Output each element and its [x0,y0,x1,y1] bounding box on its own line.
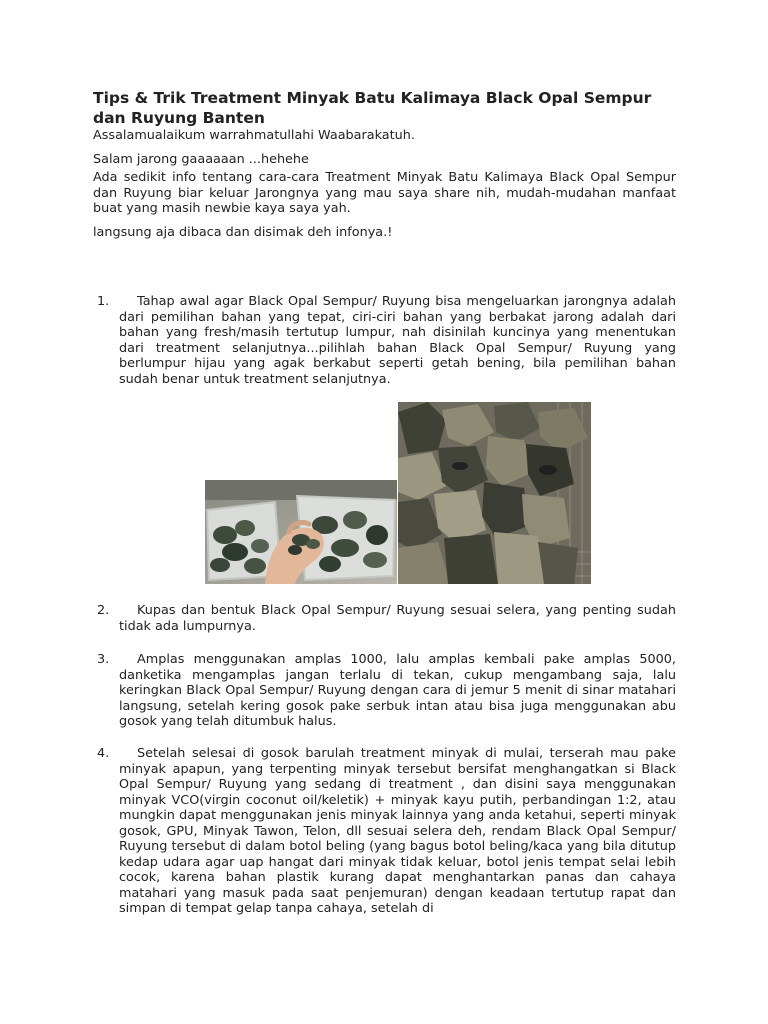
list-item-text: Amplas menggunakan amplas 1000, lalu amplas kembali pake amplas 5000, danketika mengamplas jangan terlalu di tekan, cukup mengambang saja, lalu keringkan Black Opal Sempur/ Ruyung dengan cara di jemur 5 menit di sinar matahari langsung, setelah kering gosok pake serbuk intan atau bisa juga menggunakan abu gosok yang telah ditumbuk halus. [119,652,676,729]
list-item-text: Setelah selesai di gosok barulah treatment minyak di mulai, terserah mau pake minyak apapun, yang terpenting minyak tersebut bersifat menghangatkan si Black Opal Sempur/ Ruyung yang sedang di treatment , dan disini saya menggunakan minyak VCO(virgin coconut oil/keletik) + minyak kayu putih, perbandingan 1:2, atau mungkin dapat menggunakan jenis minyak lainnya yang anda ketahui, seperti minyak gosok, GPU, Minyak Tawon, Telon, dll sesuai selera deh, rendam Black Opal Sempur/ Ruyung tersebut di dalam botol beling (yang bagus botol beling/kaca yang bila ditutup kedap udara agar uap hangat dari minyak tidak keluar, botol jenis tempat selai lebih cocok, karena bahan plastik kurang dapat menghantarkan panas dan cahaya matahari yang masuk pada saat penjemuran) dengan keadaan tertutup rapat dan simpan di tempat gelap tanpa cahaya, setelah di [119,746,676,916]
stones-in-tub-photo [205,480,397,584]
stone-pile-photo [398,402,591,584]
intro-paragraph: Ada sedikit info tentang cara-cara Treatment Minyak Batu Kalimaya Black Opal Sempur dan Ruyung biar keluar Jarongnya yang mau saya share nih, mudah-mudahan manfaat buat yang masih newbie kaya saya yah. [93,170,676,216]
list-number: 1. [97,294,110,309]
list-item-text: Tahap awal agar Black Opal Sempur/ Ruyung bisa mengeluarkan jarongnya adalah dari pemilihan bahan yang tepat, ciri-ciri bahan yang berbakat jarong adalah dari bahan yang fresh/masih tertutup lumpur, nah disinilah kuncinya yang menentukan dari treatment selanjutnya...pilihlah bahan Black Opal Sempur/ Ruyung yang berlumpur hijau yang agak berkabut seperti getah bening, bila pemilihan bahan sudah benar untuk treatment selanjutnya. [119,294,676,387]
salam-paragraph: Salam jarong gaaaaaan ...hehehe [93,152,309,167]
list-number: 3. [97,652,110,667]
list-item-text: Kupas dan bentuk Black Opal Sempur/ Ruyung sesuai selera, yang penting sudah tidak ada lumpurnya. [119,603,676,634]
lead-paragraph: langsung aja dibaca dan disimak deh infonya.! [93,225,393,240]
list-number: 4. [97,746,110,761]
document-title: Tips & Trik Treatment Minyak Batu Kalimaya Black Opal Sempur dan Ruyung Banten [93,89,652,127]
list-number: 2. [97,603,110,618]
greeting-paragraph: Assalamualaikum warrahmatullahi Waabarakatuh. [93,128,415,143]
